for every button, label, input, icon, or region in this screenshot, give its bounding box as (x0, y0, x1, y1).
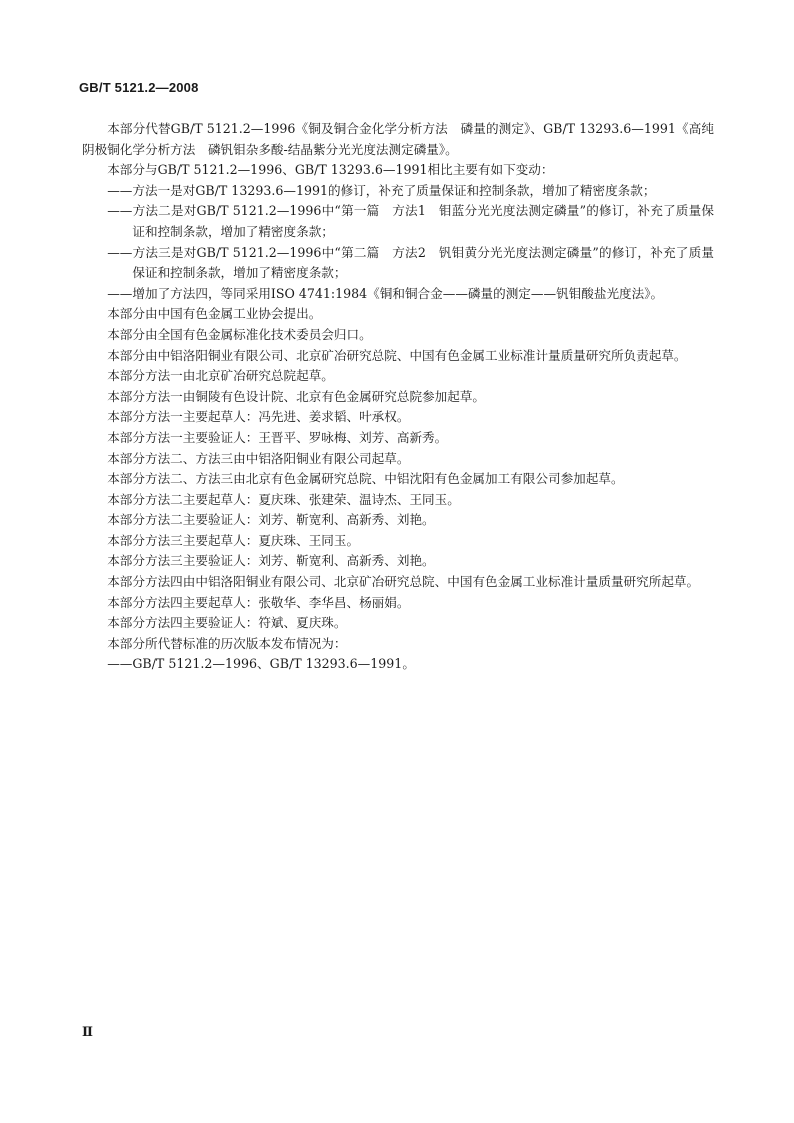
paragraph-method1-verifiers: 本部分方法一主要验证人：王晋平、罗咏梅、刘芳、高新秀。 (107, 429, 448, 445)
paragraph-changes-intro: 本部分与GB/T 5121.2—1996、GB/T 13293.6—1991相比主要有如下变动： (107, 162, 554, 178)
change-item-3: ——方法三是对GB/T 5121.2—1996中“第二篇 方法2 钒钼黄分光光度法测定磷量”的修订，补充了质量保证和控制条款，增加了精密度条款； (107, 244, 714, 281)
paragraph-history-intro: 本部分所代替标准的历次版本发布情况为： (107, 635, 347, 651)
paragraph-method1-main-drafters: 本部分方法一主要起草人：冯先进、姜求韬、叶承权。 (107, 409, 410, 425)
paragraph-method2-main-drafters: 本部分方法二主要起草人：夏庆珠、张建荣、温诗杰、王同玉。 (107, 491, 460, 507)
paragraph-method1-drafter: 本部分方法一由北京矿冶研究总院起草。 (107, 368, 334, 384)
paragraph-method2-verifiers: 本部分方法二主要验证人：刘芳、靳宽利、高新秀、刘艳。 (107, 512, 435, 528)
paragraph-managed-by: 本部分由全国有色金属标准化技术委员会归口。 (107, 326, 372, 342)
history-item-1: ——GB/T 5121.2—1996、GB/T 13293.6—1991。 (107, 656, 415, 672)
foreword-body (82, 119, 714, 675)
paragraph-method3-main-drafters: 本部分方法三主要起草人：夏庆珠、王同玉。 (107, 532, 360, 548)
paragraph-proposed-by: 本部分由中国有色金属工业协会提出。 (107, 306, 322, 322)
paragraph-replacement: 本部分代替GB/T 5121.2—1996《铜及铜合金化学分析方法 磷量的测定》、GB/T 13293.6—1991《高纯阴极铜化学分析方法 磷钒钼杂多酸-结晶紫分光光度法测定磷量》。 (82, 121, 714, 157)
standard-code-header: GB/T 5121.2—2008 (79, 80, 199, 95)
paragraph-method3-verifiers: 本部分方法三主要验证人：刘芳、靳宽利、高新秀、刘艳。 (107, 553, 435, 569)
paragraph-method23-drafter: 本部分方法二、方法三由中铝洛阳铜业有限公司起草。 (107, 450, 410, 466)
paragraph-method1-participants: 本部分方法一由铜陵有色设计院、北京有色金属研究总院参加起草。 (107, 388, 485, 404)
change-item-2: ——方法二是对GB/T 5121.2—1996中“第一篇 方法1 钼蓝分光光度法测定磷量”的修订，补充了质量保证和控制条款，增加了精密度条款； (107, 203, 714, 239)
paragraph-method4-main-drafters: 本部分方法四主要起草人：张敬华、李华昌、杨丽娟。 (107, 594, 410, 610)
change-item-1: ——方法一是对GB/T 13293.6—1991的修订，补充了质量保证和控制条款，增加了精密度条款； (107, 182, 656, 198)
paragraph-method4-drafter: 本部分方法四由中铝洛阳铜业有限公司、北京矿冶研究总院、中国有色金属工业标准计量质量研究所起草。 (107, 574, 700, 590)
page-number: Ⅱ (82, 1024, 93, 1039)
paragraph-method4-verifiers: 本部分方法四主要验证人：符斌、夏庆珠。 (107, 615, 347, 631)
paragraph-drafted-by: 本部分由中铝洛阳铜业有限公司、北京矿冶研究总院、中国有色金属工业标准计量质量研究所负责起草。 (107, 347, 687, 363)
paragraph-method23-participants: 本部分方法二、方法三由北京有色金属研究总院、中铝沈阳有色金属加工有限公司参加起草。 (107, 471, 624, 487)
change-item-4: ——增加了方法四，等同采用ISO 4741:1984《铜和铜合金——磷量的测定——钒钼酸盐光度法》。 (107, 285, 664, 301)
